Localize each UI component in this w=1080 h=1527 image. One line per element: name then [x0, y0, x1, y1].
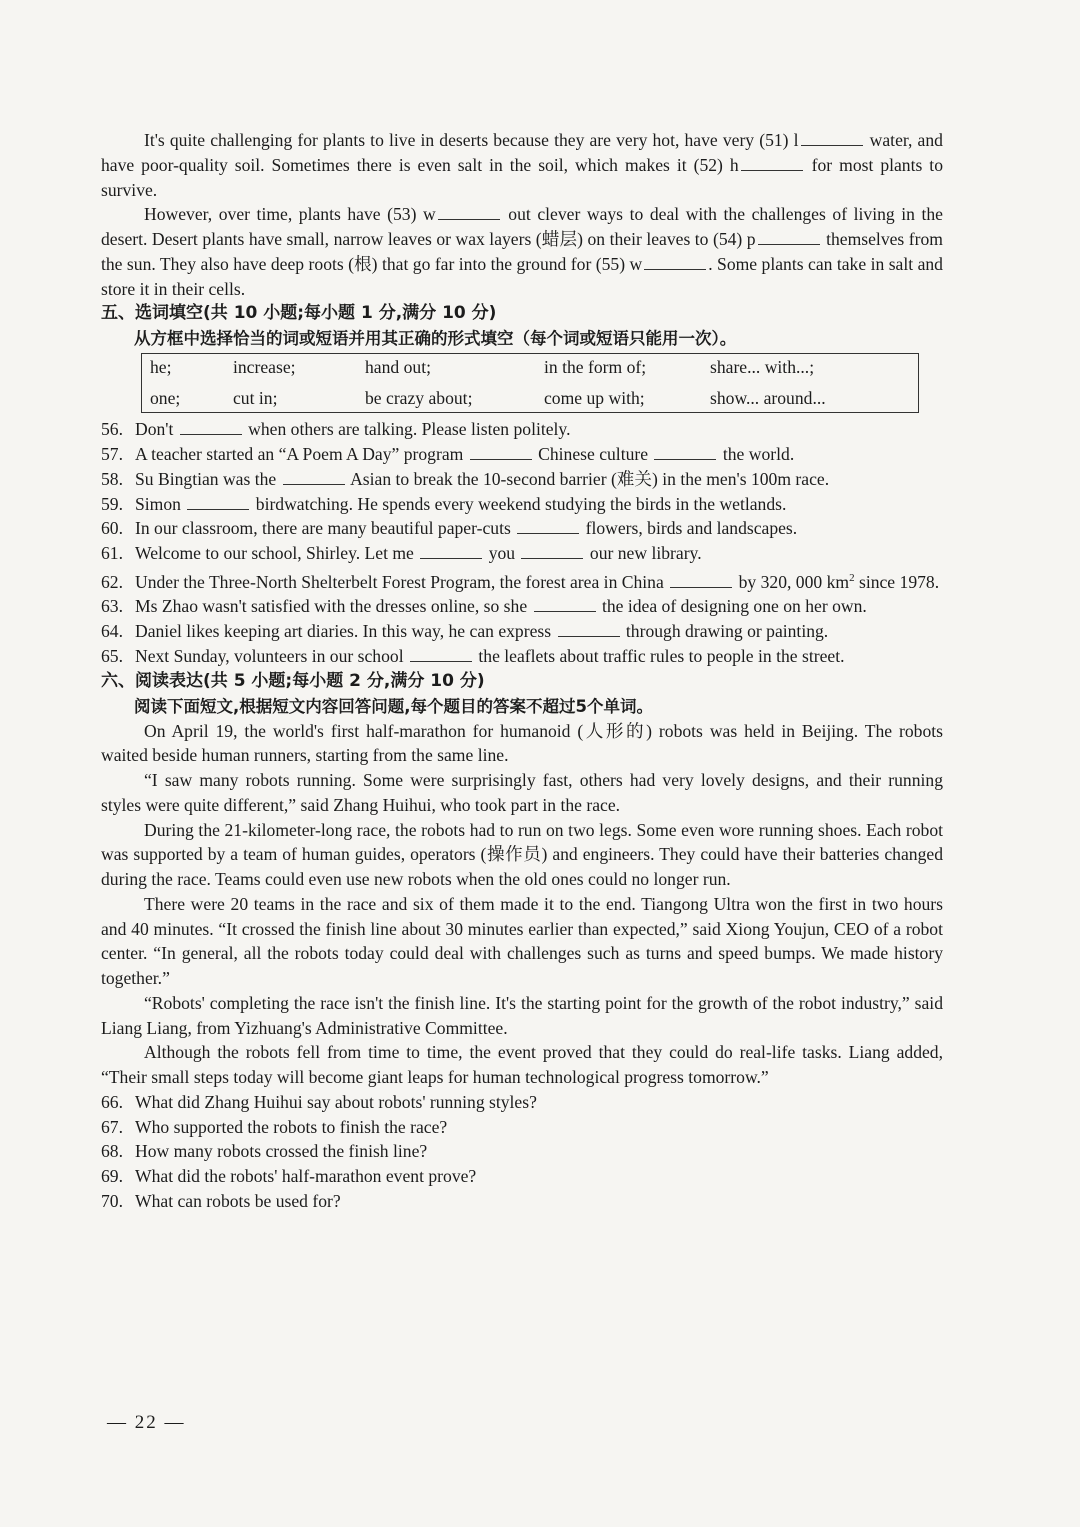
word-option: he;: [150, 357, 172, 378]
question-58: 58. Su Bingtian was the Asian to break the 10-second barrier (难关) in the men's 100m race.: [101, 468, 830, 489]
passage-paragraph-1: It's quite challenging for plants to live in deserts because they are very hot, have very (51) l water, and have poor-quality soil. Sometimes there is even salt in the soil, which makes it (52) h for most plants to survive.: [101, 130, 943, 200]
question-69: 69. What did the robots' half-marathon event prove?: [101, 1166, 477, 1187]
blank-52[interactable]: [741, 153, 803, 171]
word-option: be crazy about;: [365, 388, 473, 409]
exam-page: [101, 128, 943, 1214]
blank-64[interactable]: [558, 619, 620, 637]
question-56: 56. Don't when others are talking. Please listen politely.: [101, 419, 571, 440]
question-62: 62. Under the Three-North Shelterbelt Forest Program, the forest area in China by 320, 000 $km^2$ since 1978.: [101, 571, 940, 592]
reading-paragraph: During the 21-kilometer-long race, the robots had to run on two legs. Some even wore running shoes. Each robot was supported by a team of human guides, operators (操作员) and engineers. They could have their batteries changed during the race. Teams could even use new robots when the old ones could no longer run.: [101, 819, 943, 890]
section-5-instruction: 从方框中选择恰当的词或短语并用其正确的形式填空（每个词或短语只能用一次）。: [134, 329, 737, 349]
question-61: 61. Welcome to our school, Shirley. Let me you our new library.: [101, 543, 702, 563]
blank-51[interactable]: [801, 128, 863, 146]
word-option: in the form of;: [544, 357, 647, 378]
question-60: 60. In our classroom, there are many beautiful paper-cuts flowers, birds and landscapes.: [101, 518, 798, 539]
blank-61a[interactable]: [420, 541, 482, 559]
section-6-instruction: 阅读下面短文,根据短文内容回答问题,每个题目的答案不超过5个单词。: [134, 696, 654, 716]
question-64: 64. Daniel likes keeping art diaries. In this way, he can express through drawing or painting.: [101, 621, 829, 642]
blank-59[interactable]: [187, 492, 249, 510]
word-option: cut in;: [233, 388, 278, 409]
blank-54[interactable]: [758, 227, 820, 245]
word-option: one;: [150, 388, 181, 409]
word-option: show... around...: [710, 388, 826, 409]
question-68: 68. How many robots crossed the finish line?: [101, 1141, 428, 1162]
blank-61b[interactable]: [521, 541, 583, 559]
question-65: 65. Next Sunday, volunteers in our school the leaflets about traffic rules to people in the street.: [101, 645, 845, 666]
reading-paragraph: There were 20 teams in the race and six of them made it to the end. Tiangong Ultra won the first in two hours and 40 minutes. “It crossed the finish line about 30 minutes earlier than expected,” said Xiong Youjun, CEO of a robot center. “In general, all the robots today could deal with challenges such as turns and speed bumps. We made history together.”: [101, 893, 943, 989]
passage-paragraph-2: However, over time, plants have (53) w out clever ways to deal with the challenges of living in the desert. Desert plants have small, narrow leaves or wax layers (蜡层) on their leaves to (54) p themselves from the sun. They also have deep roots (根) that go far into the ground for (55) w . Some plants can take in salt and store it in their cells.: [101, 204, 943, 299]
reading-paragraph: Although the robots fell from time to time, the event proved that they could do real-life tasks. Liang added, “Their small steps today will become giant leaps for human technological progress tomorrow.”: [101, 1042, 943, 1088]
blank-55[interactable]: [644, 252, 706, 270]
word-option: hand out;: [365, 357, 431, 378]
reading-paragraph: “Robots' completing the race isn't the finish line. It's the starting point for the growth of the robot industry,” said Liang Liang, from Yizhuang's Administrative Committee.: [101, 992, 943, 1038]
reading-paragraph: “I saw many robots running. Some were surprisingly fast, others had very lovely designs, and their running styles were quite different,” said Zhang Huihui, who took part in the race.: [101, 770, 943, 815]
blank-62[interactable]: [670, 570, 732, 588]
question-63: 63. Ms Zhao wasn't satisfied with the dresses online, so she the idea of designing one on her own.: [101, 596, 867, 617]
question-57: 57. A teacher started an “A Poem A Day” program Chinese culture the world.: [101, 444, 795, 464]
question-59: 59. Simon birdwatching. He spends every weekend studying the birds in the wetlands.: [101, 493, 787, 514]
word-option: share... with...;: [710, 357, 815, 378]
blank-57a[interactable]: [470, 442, 532, 460]
blank-65[interactable]: [410, 644, 472, 662]
blank-53[interactable]: [438, 202, 500, 220]
blank-57b[interactable]: [654, 442, 716, 460]
page-number: — 22 —: [107, 1412, 186, 1433]
question-67: 67. Who supported the robots to finish the race?: [101, 1116, 448, 1137]
word-option: come up with;: [544, 388, 645, 409]
section-6-heading: 六、阅读表达(共 5 小题;每小题 2 分,满分 10 分): [101, 670, 485, 691]
reading-paragraph: On April 19, the world's first half-marathon for humanoid (人形的) robots was held in Beijing. The robots waited beside human runners, starting from the same line.: [101, 720, 943, 766]
blank-60[interactable]: [517, 516, 579, 534]
word-option: increase;: [233, 357, 296, 378]
question-66: 66. What did Zhang Huihui say about robots' running styles?: [101, 1091, 537, 1112]
question-70: 70. What can robots be used for?: [101, 1190, 341, 1211]
blank-58[interactable]: [283, 467, 345, 485]
section-5-heading: 五、选词填空(共 10 小题;每小题 1 分,满分 10 分): [101, 303, 497, 324]
word-box: [141, 353, 919, 413]
blank-56[interactable]: [180, 417, 242, 435]
blank-63[interactable]: [534, 594, 596, 612]
